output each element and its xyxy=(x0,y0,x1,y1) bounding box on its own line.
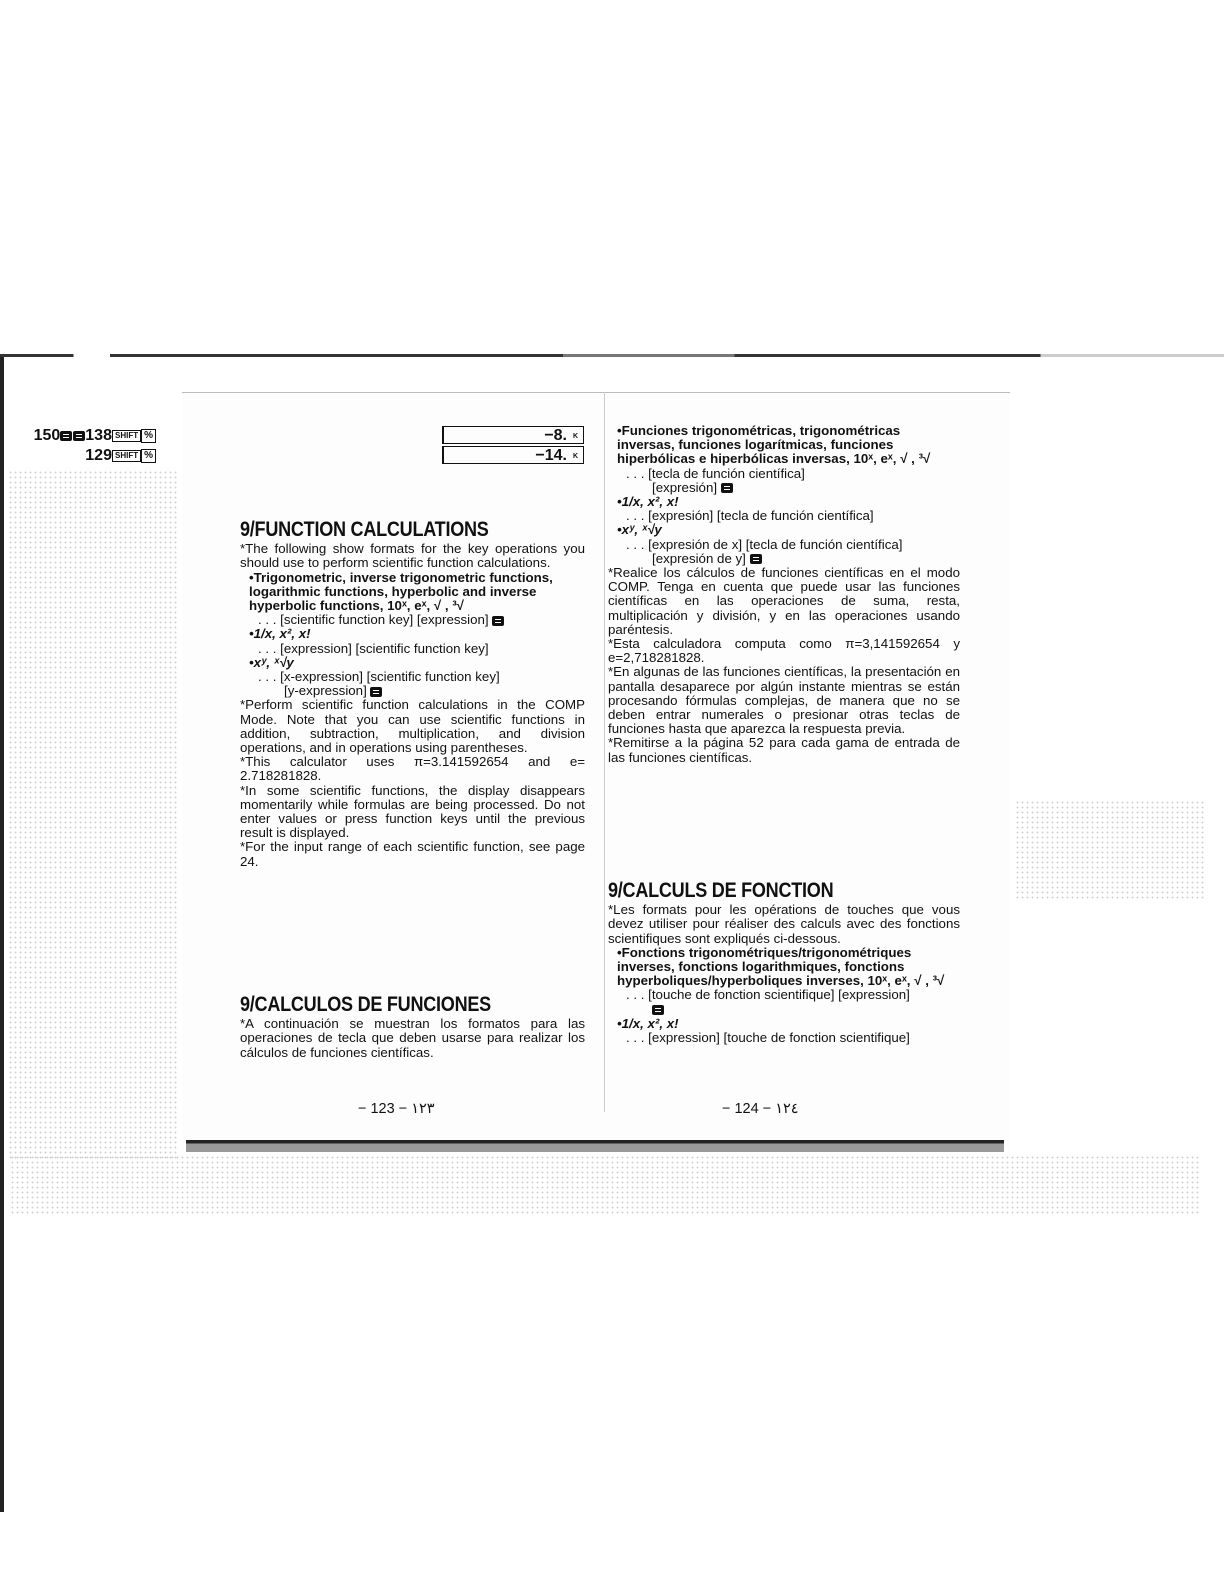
heading-english: 9/FUNCTION CALCULATIONS xyxy=(240,518,489,541)
es-note-display: *En algunas de las funciones científicas, la presentación en pantalla desaparece por algún instante mientras se están procesando fórmulas complejas, de manera que no se deben entrar numerales o presionar otras teclas de funciones hasta que aparezca la respuesta previa. xyxy=(608,664,960,737)
calc-key-sequence xyxy=(85,447,156,465)
calc-display xyxy=(442,446,584,464)
en-bullet-power: •xʸ, ˣ√y xyxy=(249,654,294,670)
es-note-pi: *Esta calculadora computa como π=3,141592654 y e=2,718281828. xyxy=(608,636,960,666)
fr-format-reciprocal: . . . [expression] [touche de fonction scientifique] xyxy=(626,1030,910,1046)
minus-key-icon xyxy=(60,431,72,441)
en-note-comp: *Perform scientific function calculations in the COMP Mode. Note that you can use scientific functions in addition, subtraction, multiplication, and division operations, and in operations using parentheses. xyxy=(240,697,585,756)
percent-key-icon: % xyxy=(141,449,156,463)
scan-noise-left xyxy=(8,470,178,1160)
constant-indicator: K xyxy=(572,453,578,460)
fr-bullet-reciprocal: •1/x, x², x! xyxy=(617,1015,679,1031)
right-page-french xyxy=(608,879,960,1046)
en-bullet-trig: •Trigonometric, inverse trigonometric functions, logarithmic functions, hyperbolic and inverse hyperbolic functions, 10ˣ, eˣ, √ , ³√ xyxy=(249,569,553,614)
display-value: −8. xyxy=(544,427,567,444)
en-bullet-reciprocal: •1/x, x², x! xyxy=(249,626,311,642)
scan-top-edge xyxy=(0,354,1224,357)
calc-number: 138 xyxy=(85,427,112,444)
format-text: [y-expression] xyxy=(284,683,367,699)
es-format-power-2 xyxy=(608,552,960,566)
fr-format-trig-key xyxy=(608,1003,960,1017)
en-format-power-2 xyxy=(240,684,585,698)
en-format-reciprocal: . . . [expression] [scientific function key] xyxy=(258,640,489,656)
shift-key-icon: SHIFT xyxy=(112,450,141,462)
constant-indicator: K xyxy=(572,433,578,440)
calc-number: 129 xyxy=(85,447,112,464)
en-format-trig xyxy=(240,613,585,627)
right-page xyxy=(608,424,960,765)
percent-key-icon: % xyxy=(141,429,156,443)
es-bullet-trig: •Funciones trigonométricas, trigonométricas inversas, funciones logarítmicas, funciones hiperbólicas e hiperbólicas inversas, 10ˣ, eˣ, √ , ³√ xyxy=(617,423,931,467)
shift-key-icon: SHIFT xyxy=(112,430,141,442)
heading-french: 9/CALCULS DE FONCTION xyxy=(608,879,834,902)
calc-key-sequence xyxy=(34,427,156,445)
display-value: −14. xyxy=(535,447,567,464)
es-format-power: . . . [expresión de x] [tecla de función científica] xyxy=(626,536,903,552)
format-text: [expresión de y] xyxy=(652,550,746,566)
en-format-power: . . . [x-expression] [scientific function key] xyxy=(258,669,500,685)
en-note-range: *For the input range of each scientific function, see page 24. xyxy=(240,839,585,869)
format-text: [expresión] xyxy=(652,479,718,495)
es-bullet-reciprocal: •1/x, x², x! xyxy=(617,494,679,510)
scan-bottom-edge xyxy=(186,1140,1004,1152)
page-spine xyxy=(604,392,605,1112)
calc-display xyxy=(442,426,584,444)
heading-spanish: 9/CALCULOS DE FUNCIONES xyxy=(240,993,491,1016)
minus-key-icon xyxy=(73,431,85,441)
es-format-trig-2 xyxy=(608,481,960,495)
es-format-trig: . . . [tecla de función científica] xyxy=(626,465,805,481)
equals-key-icon xyxy=(492,616,504,626)
page-number-right: − 124 − ١٢٤ xyxy=(722,1101,799,1117)
page-number-left: − 123 − ١٢٣ xyxy=(358,1101,435,1117)
fr-bullet-trig: •Fonctions trigonométriques/trigonométriques inverses, fonctions logarithmiques, fonctions hyperboliques/hyperboliques inverses, 10ˣ, eˣ, √ , ³√ xyxy=(617,944,945,989)
calc-number: 150 xyxy=(33,427,61,444)
es-bullet-power: •xʸ, ˣ√y xyxy=(617,522,662,538)
equals-key-icon xyxy=(370,687,382,697)
scan-noise-right xyxy=(1015,800,1205,900)
equals-key-icon xyxy=(750,554,762,564)
en-intro: *The following show formats for the key operations you should use to perform scientific function calculations. xyxy=(240,541,585,571)
left-page xyxy=(240,518,585,869)
scan-noise-bottom xyxy=(10,1155,1200,1215)
es-note-comp: *Realice los cálculos de funciones científicas en el modo COMP. Tenga en cuenta que puede usar las funciones científicas en las operaciones de suma, resta, multiplicación y división, y en las operaciones usando paréntesis. xyxy=(608,565,960,637)
en-note-pi: *This calculator uses π=3.141592654 and e= 2.718281828. xyxy=(240,754,585,784)
es-format-reciprocal: . . . [expresión] [tecla de función científica] xyxy=(626,508,874,524)
equals-key-icon xyxy=(721,483,733,493)
en-note-display: *In some scientific functions, the display disappears momentarily while formulas are being processed. Do not enter values or press function keys until the previous result is displayed. xyxy=(240,782,585,841)
fr-intro: *Les formats pour les opérations de touches que vous devez utiliser pour réaliser des calculs avec des fonctions scientifiques sont expliqués ci-dessous. xyxy=(608,902,960,946)
left-page-spanish xyxy=(240,993,585,1060)
es-note-range: *Remitirse a la página 52 para cada gama de entrada de las funciones científicas. xyxy=(608,735,960,765)
equals-key-icon xyxy=(652,1005,664,1015)
scan-edge xyxy=(0,357,4,1512)
fr-format-trig: . . . [touche de fonction scientifique] [expression] xyxy=(626,987,910,1003)
format-text: . . . [scientific function key] [expression] xyxy=(258,612,489,628)
es-intro: *A continuación se muestran los formatos para las operaciones de tecla que deben usarse para realizar los cálculos de funciones científicas. xyxy=(240,1016,585,1060)
